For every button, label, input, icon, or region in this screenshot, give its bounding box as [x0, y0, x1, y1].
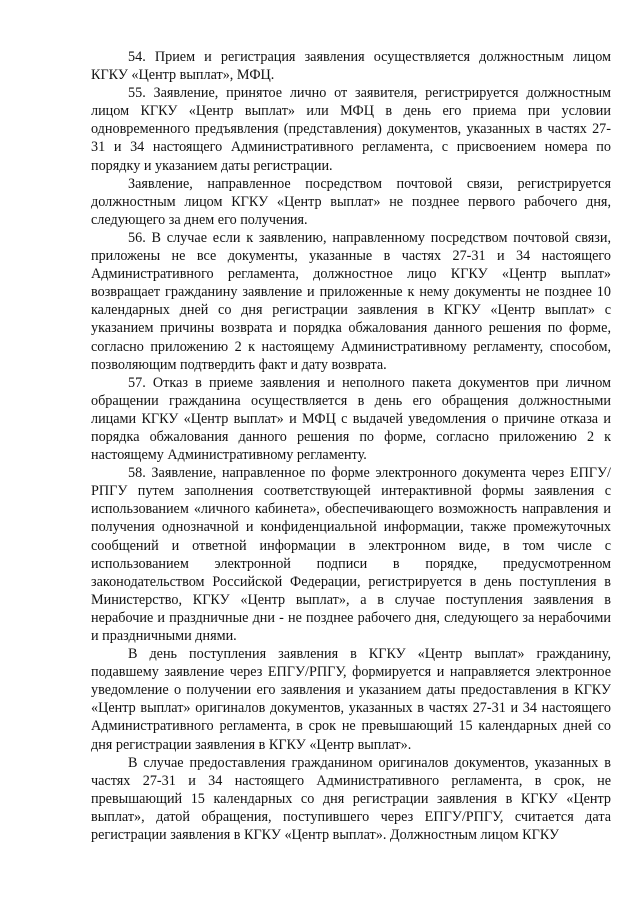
paragraph-58-notification: В день поступления заявления в КГКУ «Центр выплат» гражданину, подавшему заявление через ЕПГУ/РПГУ, формируется и направляется электронное уведомление о получении его заявления и указанием даты предоставления в КГКУ «Центр выплат» оригиналов документов, указанных в частях 27-31 и 34 настоящего Административного регламента, в срок не превышающий 15 календарных дней со дня регистрации заявления в КГКУ «Центр выплат». — [91, 646, 611, 753]
document-page — [91, 48, 611, 898]
paragraph-54: 54. Прием и регистрация заявления осуществляется должностным лицом КГКУ «Центр выплат», МФЦ. — [91, 49, 611, 84]
paragraph-58: 58. Заявление, направленное по форме электронного документа через ЕПГУ/РПГУ путем заполнения соответствующей интерактивной формы заявления с использованием «личного кабинета», обеспечивающего возможность направления и получения однозначной и конфиденциальной информации, также промежуточных сообщений и ответной информации в электронном виде, в том числе с использованием электронной подписи в порядке, предусмотренном законодательством Российской Федерации, регистрируется в день поступления в Министерство, КГКУ «Центр выплат», а в случае поступления заявления в нерабочие и праздничные дни - не позднее рабочего дня, следующего за нерабочими и праздничными днями. — [91, 465, 611, 644]
paragraph-55-postal: Заявление, направленное посредством почтовой связи, регистрируется должностным лицом КГКУ «Центр выплат» не позднее первого рабочего дня, следующего за днем его получения. — [91, 175, 611, 228]
paragraph-58-originals: В случае предоставления гражданином оригиналов документов, указанных в частях 27-31 и 34 настоящего Административного регламента, в срок, не превышающий 15 календарных со дня регистрации заявления в КГКУ «Центр выплат», датой обращения, поступившего через ЕПГУ/РПГУ, считается дата регистрации заявления в КГКУ «Центр выплат». Должностным лицом КГКУ — [91, 754, 611, 844]
paragraph-55: 55. Заявление, принятое лично от заявителя, регистрируется должностным лицом КГКУ «Центр выплат» или МФЦ в день его приема при условии одновременного предъявления (представления) документов, указанных в частях 27-31 и 34 настоящего Административного регламента, с присвоением номера по порядку и указанием даты регистрации. — [91, 85, 611, 174]
paragraph-57: 57. Отказ в приеме заявления и неполного пакета документов при личном обращении гражданина осуществляется в день его обращения должностными лицами КГКУ «Центр выплат» и МФЦ с выдачей уведомления о причине отказа и порядка обжалования данного решения по форме, согласно приложению 2 к настоящему Административному регламенту. — [91, 374, 611, 464]
paragraph-56: 56. В случае если к заявлению, направленному посредством почтовой связи, приложены не все документы, указанные в частях 27-31 и 34 настоящего Административного регламента, должностное лицо КГКУ «Центр выплат» возвращает гражданину заявление и приложенные к нему документы не позднее 10 календарных дней со дня регистрации заявления в КГКУ «Центр выплат» с указанием причины возврата и порядка обжалования данного решения по форме, согласно приложению 2 к настоящему Административному регламенту, способом, позволяющим подтвердить факт и дату возврата. — [91, 229, 611, 373]
